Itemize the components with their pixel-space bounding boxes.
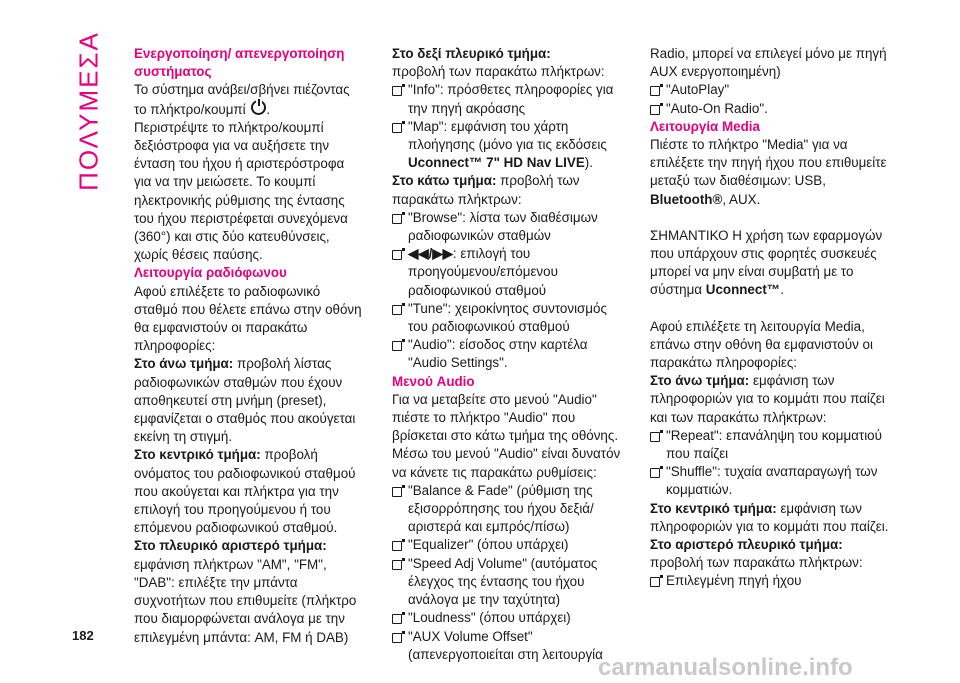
- heading-audio-menu: Μενού Audio: [392, 373, 475, 389]
- column-2: [392, 45, 624, 664]
- bullet-icon: [650, 468, 660, 478]
- bullet-icon: [392, 633, 402, 643]
- bullet-icon: [392, 614, 402, 624]
- bullet-icon: [392, 123, 402, 133]
- paragraph-left-section: Στο πλευρικό αριστερό τμήμα: εμφάνιση πλήκτρων "AM", "FM", "DAB": επιλέξτε την μπάντα συχνοτήτων που επιθυμείτε (πλήκτρο που διαμορφώνεται ανάλογα με την επιλεγμένη μπάντα: AM, FM ή DAB): [134, 538, 357, 645]
- paragraph-radio-intro: Αφού επιλέξετε το ραδιοφωνικό σταθμό που θέλετε επάνω στην οθόνη θα εμφανιστούν οι παρακάτω πληροφορίες:: [134, 283, 362, 354]
- paragraph-continued: Radio, μπορεί να επιλεγεί μόνο με πηγή AUX ενεργοποιημένη): [650, 46, 887, 80]
- list-item: "Info": πρόσθετες πληροφορίες για την πηγή ακρόασης: [392, 81, 624, 117]
- list-item: "AutoPlay": [650, 81, 890, 99]
- paragraph-power: Το σύστημα ανάβει/σβήνει πιέζοντας το πλήκτρο/κουμπί .: [134, 82, 350, 117]
- bullet-icon: [650, 105, 660, 115]
- page-number: 182: [72, 628, 94, 643]
- paragraph-audio-intro: Για να μεταβείτε στο μενού "Audio" πιέστε το πλήκτρο "Audio" που βρίσκεται στο κάτω τμήμα της οθόνης. Μέσω του μενού "Audio" είναι δυνατόν να κάνετε τις παρακάτω ρυθμίσεις:: [392, 391, 621, 480]
- list-item: "AUX Volume Offset" (απενεργοποιείται στη λειτουργία: [392, 628, 624, 664]
- list-item: "Balance & Fade" (ρύθμιση της εξισορρόπησης του ήχου δεξιά/αριστερά και εμπρός/πίσω): [392, 482, 624, 537]
- bullet-icon: [392, 541, 402, 551]
- section-title: ΠΟΛΥΜΕΣΑ: [73, 31, 104, 191]
- list-item: "Shuffle": τυχαία αναπαραγωγή των κομματιών.: [650, 463, 890, 499]
- section-side-tab: [72, 31, 106, 191]
- paragraph-center-section: Στο κεντρικό τμήμα: εμφάνιση των πληροφοριών για το κομμάτι που παίζει.: [650, 500, 889, 534]
- bullet-icon: [650, 86, 660, 96]
- bullet-icon: [392, 341, 402, 351]
- heading-system-power: Ενεργοποίηση/ απενεργοποίηση συστήματος: [134, 46, 345, 80]
- list-item: "Equalizer" (όπου υπάρχει): [392, 536, 624, 554]
- bullet-icon: [392, 487, 402, 497]
- list-item: "Repeat": επανάληψη του κομματιού που παίζει: [650, 427, 890, 463]
- paragraph-important: ΣΗΜΑΝΤΙΚΟ Η χρήση των εφαρμογών που υπάρχουν στις φορητές συσκευές μπορεί να μην είναι συμβατή με το σύστημα Uconnect™.: [650, 227, 883, 298]
- paragraph-left-section: Στο αριστερό πλευρικό τμήμα: προβολή των παρακάτω πλήκτρων:: [650, 537, 863, 571]
- bullet-icon: [392, 560, 402, 570]
- paragraph-right-section: Στο δεξί πλευρικό τμήμα: προβολή των παρακάτω πλήκτρων:: [392, 46, 605, 80]
- heading-radio-mode: Λειτουργία ραδιόφωνου: [134, 265, 287, 281]
- list-item: "Browse": λίστα των διαθέσιμων ραδιοφωνικών σταθμών: [392, 209, 624, 245]
- paragraph-center-section: Στο κεντρικό τμήμα: προβολή ονόματος του ραδιοφωνικού σταθμού που ακούγεται και πλήκτρα για την επιλογή του προηγούμενου ή του επόμενου ραδιοφωνικού σταθμού.: [134, 447, 356, 536]
- paragraph-media-info: Αφού επιλέξετε τη λειτουργία Media, επάνω στην οθόνη θα εμφανιστούν οι παρακάτω πληροφορίες:: [650, 318, 873, 371]
- list-item: "Loudness" (όπου υπάρχει): [392, 609, 624, 627]
- column-3: [650, 45, 890, 591]
- watermark: carmanualsonline.info: [598, 654, 853, 681]
- paragraph-media-intro: Πιέστε το πλήκτρο "Media" για να επιλέξετε την πηγή ήχου που επιθυμείτε μεταξύ των διαθέσιμων: USB, Bluetooth®, AUX.: [650, 137, 887, 207]
- paragraph-lower-section: Στο κάτω τμήμα: προβολή των παρακάτω πλήκτρων:: [392, 173, 580, 207]
- list-item: ◀◀/▶▶: επιλογή του προηγούμενου/επόμενου ραδιοφωνικού σταθμού: [392, 245, 624, 300]
- bullet-icon: [392, 86, 402, 96]
- bullet-icon: [392, 305, 402, 315]
- list-item: "Speed Adj Volume" (αυτόματος έλεγχος της έντασης του ήχου ανάλογα με την ταχύτητα): [392, 555, 624, 610]
- paragraph-volume: Περιστρέψτε το πλήκτρο/κουμπί δεξιόστροφα για να αυξήσετε την ένταση του ήχου ή αριστερόστροφα για να την μειώσετε. Το κουμπί ηλεκτρονικής ρύθμισης της έντασης του ήχου περιστρέφεται συνεχόμενα (360°) και στις δύο κατευθύνσεις, χωρίς θέσεις παύσης.: [134, 119, 348, 263]
- heading-media-mode: Λειτουργία Media: [650, 118, 760, 134]
- prev-next-icon: ◀◀/▶▶: [408, 246, 453, 262]
- column-1: [134, 45, 364, 647]
- paragraph-upper-section: Στο άνω τμήμα: εμφάνιση των πληροφοριών για το κομμάτι που παίζει και των παρακάτω πλήκτρων:: [650, 373, 885, 425]
- bullet-icon: [392, 214, 402, 224]
- list-item: Επιλεγμένη πηγή ήχου: [650, 572, 890, 590]
- power-icon: [251, 100, 266, 115]
- list-item: "Auto-On Radio".: [650, 100, 890, 118]
- bullet-icon: [650, 432, 660, 442]
- list-item: "Audio": είσοδος στην καρτέλα "Audio Settings".: [392, 336, 624, 372]
- list-item: "Map": εμφάνιση του χάρτη πλοήγησης (μόνο για τις εκδόσεις Uconnect™ 7" HD Nav LIVE).: [392, 118, 624, 173]
- bullet-icon: [392, 250, 402, 260]
- list-item: "Tune": χειροκίνητος συντονισμός του ραδιοφωνικού σταθμού: [392, 300, 624, 336]
- paragraph-upper-section: Στο άνω τμήμα: προβολή λίστας ραδιοφωνικών σταθμών που έχουν αποθηκευτεί στη μνήμη (preset), εμφανίζεται ο σταθμός που ακούγεται εκείνη τη στιγμή.: [134, 356, 356, 445]
- bullet-icon: [650, 577, 660, 587]
